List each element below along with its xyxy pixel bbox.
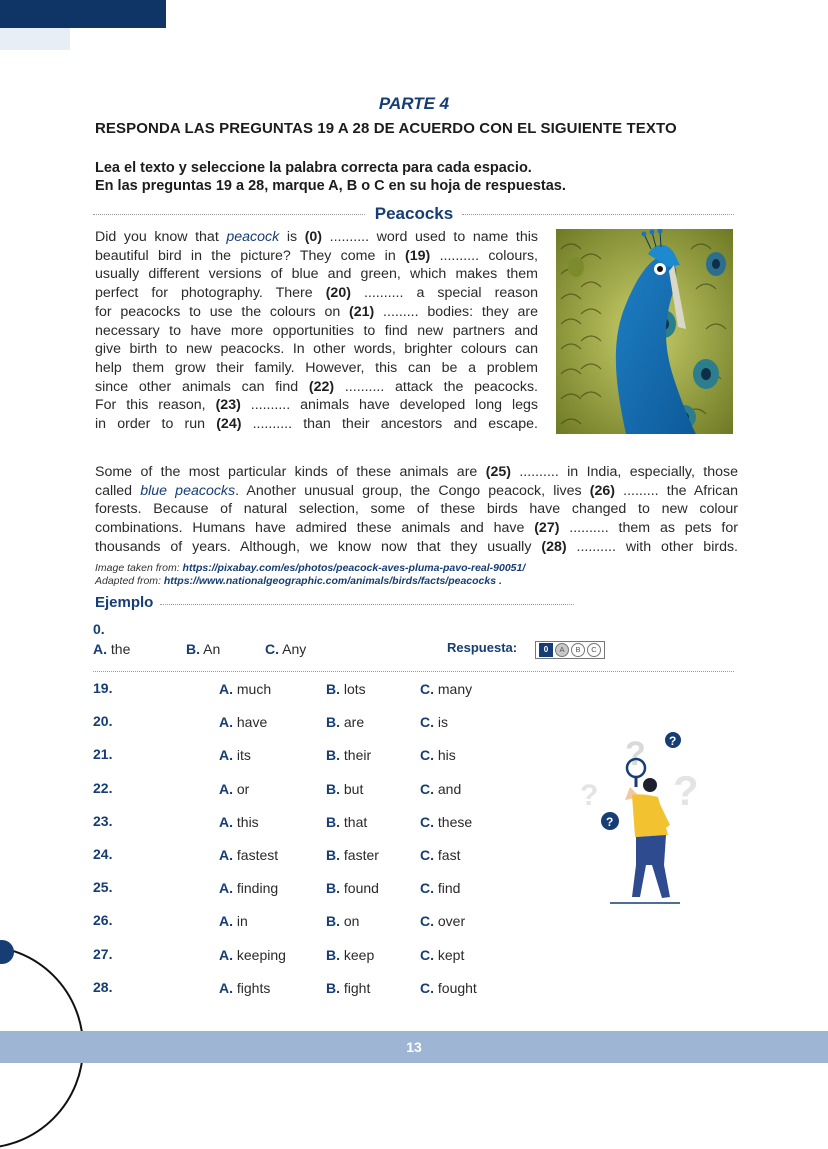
text-run: For this reason,: [95, 397, 216, 414]
question-mark-icon-3: ?: [673, 767, 699, 814]
option-text: these: [437, 813, 473, 830]
option-text: that: [343, 813, 368, 830]
text-run: in order to run: [95, 416, 217, 433]
question-number: 21.: [93, 746, 113, 763]
bubble-b: B: [571, 643, 585, 657]
question-option-c: [420, 880, 460, 896]
question-option-a: [219, 781, 249, 797]
text-run: help them grow their family. However, this can be a problem: [95, 359, 538, 376]
question-mark-icon-2: ?: [580, 779, 599, 812]
question-number: 27.: [93, 945, 113, 962]
article-title: Peacocks: [374, 204, 454, 223]
example-option-b-text: An: [203, 641, 221, 657]
option-letter: C.: [420, 714, 434, 731]
question-option-c: [420, 747, 456, 763]
option-letter: A.: [219, 913, 233, 930]
option-text: many: [437, 681, 473, 697]
instruction-line-1: Lea el texto y seleccione la palabra correcta para cada espacio.: [95, 160, 532, 176]
example-rule: [160, 604, 574, 605]
question-option-b: [326, 681, 366, 697]
option-text: found: [343, 880, 379, 897]
text-run: .......... animals have developed long legs: [240, 397, 538, 414]
example-option-c-letter: C.: [265, 641, 279, 657]
highlighted-term: peacock: [226, 229, 280, 245]
option-letter: C.: [420, 913, 434, 930]
option-text: have: [236, 714, 268, 731]
blank-number: (21): [349, 303, 375, 320]
option-text: find: [437, 880, 461, 897]
thinking-person-illustration: [570, 725, 710, 910]
question-mark-icon-1: ?: [625, 735, 646, 773]
question-option-b: [326, 913, 359, 929]
question-number: 28.: [93, 978, 113, 995]
blank-number: (22): [308, 378, 335, 395]
p1-line: [95, 247, 538, 266]
image-source-prefix: Image taken from:: [95, 562, 183, 574]
p1-line: [95, 265, 538, 284]
option-text: keep: [343, 946, 375, 963]
option-letter: B.: [326, 681, 340, 697]
option-text: over: [437, 913, 466, 930]
text-run: ......... bodies: they are: [374, 303, 538, 320]
question-option-a: [219, 947, 286, 963]
option-text: their: [343, 747, 372, 764]
text-run: .......... word used to name this: [322, 229, 538, 245]
option-letter: A.: [219, 681, 233, 697]
blank-number: (24): [216, 416, 242, 433]
option-letter: B.: [326, 913, 340, 930]
text-run: perfect for photography. There: [95, 285, 326, 302]
svg-text:?: ?: [669, 734, 677, 748]
section-heading: RESPONDA LAS PREGUNTAS 19 A 28 DE ACUERDO CON EL SIGUIENTE TEXTO: [95, 120, 677, 137]
example-number: 0.: [93, 621, 105, 637]
option-text: fight: [343, 979, 371, 996]
option-text: his: [437, 747, 456, 764]
example-label: Ejemplo: [95, 594, 154, 611]
question-number: 20.: [93, 713, 113, 730]
example-option-c: [265, 641, 306, 657]
option-text: is: [437, 714, 449, 731]
p1-line: [95, 228, 538, 247]
option-letter: C.: [420, 880, 434, 897]
header-shade-decoration: [0, 28, 70, 50]
text-run: .......... than their ancestors and escape.: [241, 416, 538, 433]
option-text: fought: [437, 979, 477, 996]
option-letter: A.: [219, 813, 233, 830]
option-letter: C.: [420, 847, 434, 863]
p1-line: [95, 284, 538, 303]
question-option-c: [420, 913, 465, 929]
question-option-b: [326, 747, 371, 763]
p2-line: [95, 519, 738, 538]
option-text: its: [236, 747, 251, 764]
text-run: necessary to have more opportunities to find new partners and: [95, 322, 538, 339]
answer-number: 0: [539, 643, 553, 657]
example-option-b-letter: B.: [186, 641, 200, 657]
question-option-c: [420, 714, 448, 730]
option-text: are: [343, 714, 365, 731]
option-letter: B.: [326, 747, 340, 764]
p1-line: [95, 415, 538, 434]
option-text: but: [343, 780, 364, 797]
p1-line: [95, 303, 538, 322]
blank-number: (26): [589, 482, 615, 499]
option-text: this: [236, 813, 259, 830]
option-letter: A.: [219, 979, 233, 996]
blank-number: (28): [541, 538, 567, 555]
adapted-source-url: https://www.nationalgeographic.com/animals/birds/facts/peacocks .: [163, 575, 502, 587]
question-option-b: [326, 847, 379, 863]
option-letter: A.: [219, 714, 233, 731]
option-text: fights: [236, 979, 271, 996]
text-run: Some of the most particular kinds of these animals are: [95, 464, 486, 480]
option-letter: A.: [219, 780, 233, 797]
text-run: called: [95, 482, 141, 499]
p2-line: [95, 500, 738, 519]
p1-line: [95, 359, 538, 378]
option-text: finding: [236, 880, 279, 897]
answer-label: Respuesta:: [447, 640, 518, 655]
highlighted-term: blue peacocks: [140, 482, 236, 499]
option-text: faster: [343, 847, 379, 863]
option-letter: A.: [219, 880, 233, 897]
instruction-line-2: En las preguntas 19 a 28, marque A, B o C en su hoja de respuestas.: [95, 178, 566, 194]
text-run: ......... the African: [614, 482, 738, 499]
text-run: .......... a special reason: [350, 285, 538, 302]
blank-number: (25): [485, 464, 511, 480]
question-number: 22.: [93, 779, 113, 796]
image-source-url: https://pixabay.com/es/photos/peacock-aves-pluma-pavo-real-90051/: [182, 562, 526, 574]
p2-line: [95, 463, 738, 482]
example-option-a-letter: A.: [93, 641, 107, 657]
blank-number: (27): [534, 520, 560, 537]
question-option-a: [219, 847, 278, 863]
text-run: is: [279, 229, 305, 245]
text-run: . Another unusual group, the Congo peacock, lives: [235, 482, 590, 499]
text-run: .......... attack the peacocks.: [334, 378, 538, 395]
text-run: give birth to new peacocks. In other words, brighter colours can: [95, 341, 538, 358]
option-text: keeping: [236, 946, 286, 963]
p1-line: [95, 322, 538, 341]
option-text: fastest: [236, 847, 279, 863]
question-option-a: [219, 681, 271, 697]
question-option-a: [219, 814, 259, 830]
example-option-b: [186, 641, 220, 657]
option-text: and: [437, 780, 462, 797]
option-text: or: [236, 780, 250, 797]
option-letter: B.: [326, 880, 340, 897]
option-text: much: [236, 681, 272, 697]
option-letter: A.: [219, 747, 233, 764]
option-letter: B.: [326, 946, 340, 963]
question-option-b: [326, 880, 379, 896]
blank-number: (0): [304, 229, 323, 245]
example-option-a: [93, 641, 130, 657]
option-letter: B.: [326, 714, 340, 731]
p1-line: [95, 378, 538, 397]
p2-line: [95, 482, 738, 501]
questions-rule: [93, 671, 734, 672]
text-run: .......... in India, especially, those: [510, 464, 738, 480]
option-text: lots: [343, 681, 366, 697]
option-letter: C.: [420, 979, 434, 996]
p2-line: [95, 538, 738, 557]
option-letter: B.: [326, 847, 340, 863]
option-letter: A.: [219, 946, 233, 963]
bubble-a: A: [555, 643, 569, 657]
adapted-source-prefix: Adapted from:: [95, 575, 164, 587]
text-run: .......... colours,: [430, 247, 538, 264]
text-run: forests. Because of natural selection, some of these birds have changed to new colour: [95, 501, 738, 518]
question-option-c: [420, 847, 460, 863]
answer-bubbles: [535, 641, 605, 659]
p1-line: [95, 396, 538, 415]
question-option-a: [219, 714, 267, 730]
option-letter: C.: [420, 780, 434, 797]
example-option-c-text: Any: [282, 641, 307, 657]
question-option-c: [420, 980, 477, 996]
text-run: since other animals can find: [95, 378, 309, 395]
blank-number: (23): [215, 397, 241, 414]
question-number: 25.: [93, 879, 113, 896]
question-number: 19.: [93, 680, 113, 696]
question-option-b: [326, 947, 374, 963]
option-letter: B.: [326, 813, 340, 830]
option-letter: C.: [420, 946, 434, 963]
text-run: .......... them as pets for: [559, 520, 738, 537]
text-run: beautiful bird in the picture? They come in: [95, 247, 406, 264]
option-letter: C.: [420, 747, 434, 764]
bubble-c: C: [587, 643, 601, 657]
question-option-c: [420, 781, 461, 797]
question-number: 23.: [93, 812, 113, 829]
image-source: [95, 562, 525, 574]
question-number: 24.: [93, 846, 113, 862]
question-option-c: [420, 947, 464, 963]
blank-number: (19): [405, 247, 431, 264]
adapted-source: [95, 575, 502, 587]
question-option-a: [219, 880, 278, 896]
text-run: for peacocks to use the colours on: [95, 303, 350, 320]
question-option-b: [326, 781, 363, 797]
option-text: on: [343, 913, 360, 930]
question-number: 26.: [93, 912, 113, 929]
part-title: PARTE 4: [378, 94, 450, 113]
question-option-a: [219, 747, 251, 763]
text-run: Did you know that: [95, 229, 227, 245]
paragraph-2: [95, 463, 738, 557]
text-run: thousands of years. Although, we know now that they usually: [95, 538, 542, 555]
peacock-photo: [556, 229, 733, 434]
header-bar-decoration: [0, 0, 166, 28]
option-letter: A.: [219, 847, 233, 863]
question-option-b: [326, 980, 370, 996]
question-option-c: [420, 681, 472, 697]
example-option-a-text: the: [110, 641, 131, 657]
paragraph-1: [95, 228, 538, 434]
question-option-c: [420, 814, 472, 830]
blank-number: (20): [325, 285, 351, 302]
option-letter: B.: [326, 780, 340, 797]
option-letter: B.: [326, 979, 340, 996]
option-letter: C.: [420, 681, 434, 697]
option-text: kept: [437, 946, 465, 963]
question-option-a: [219, 913, 248, 929]
p1-line: [95, 340, 538, 359]
question-option-b: [326, 714, 364, 730]
option-letter: C.: [420, 813, 434, 830]
text-run: .......... with other birds.: [566, 538, 738, 555]
question-option-a: [219, 980, 270, 996]
text-run: combinations. Humans have admired these animals and have: [95, 520, 535, 537]
page-number: 13: [406, 1039, 422, 1055]
question-option-b: [326, 814, 367, 830]
option-text: in: [236, 913, 248, 930]
option-text: fast: [437, 847, 461, 863]
svg-text:?: ?: [606, 815, 614, 829]
text-run: usually different versions of blue and green, which makes them: [95, 266, 538, 283]
